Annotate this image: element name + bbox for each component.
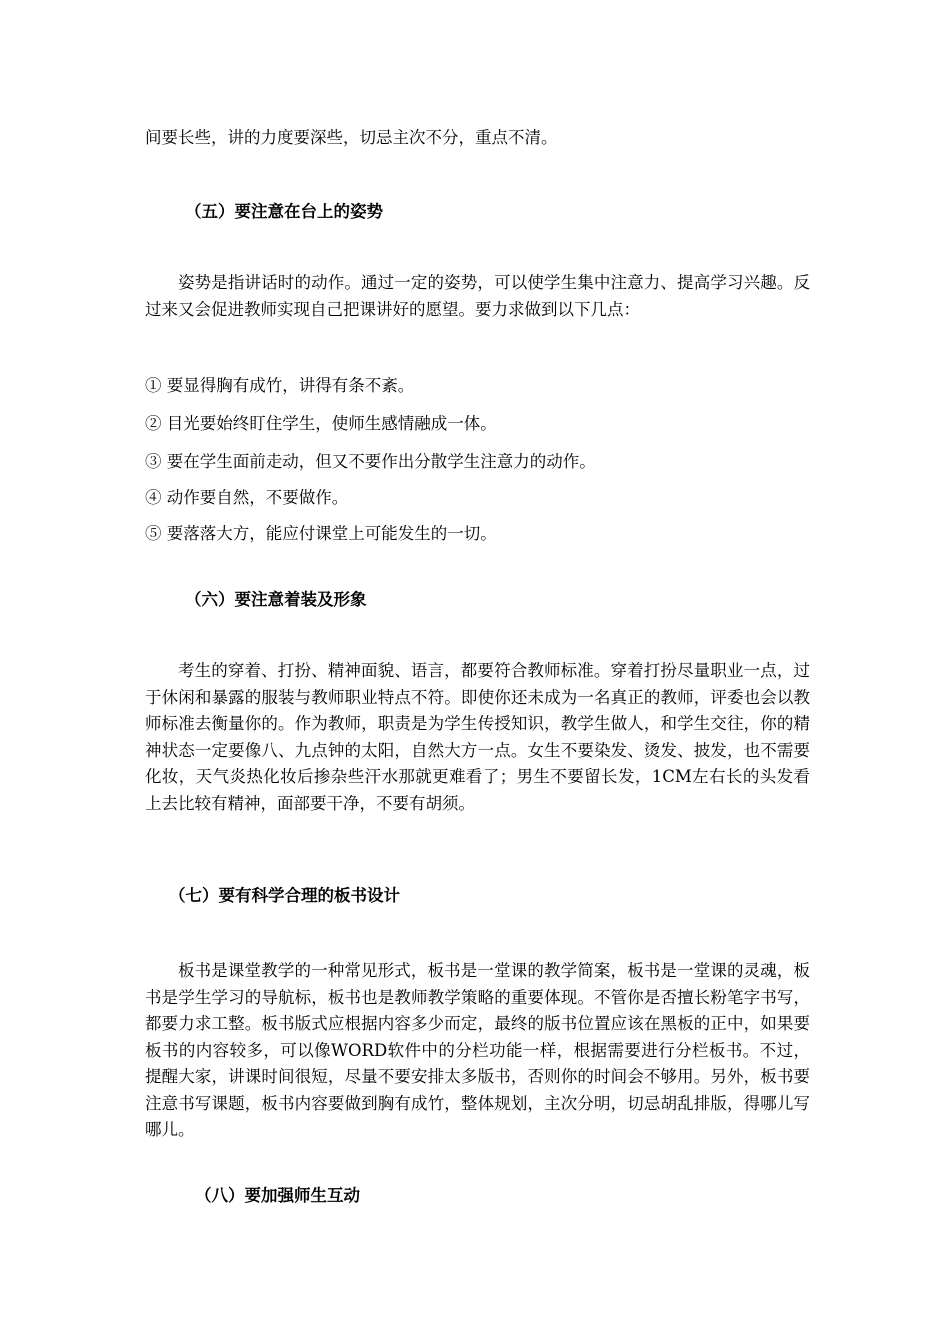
section-5-paragraph: 姿势是指讲话时的动作。通过一定的姿势，可以使学生集中注意力、提高学习兴趣。反过来又会促进教师实现自己把课讲好的愿望。要力求做到以下几点： <box>145 273 810 319</box>
list-item: ④ 动作要自然，不要做作。 <box>145 488 349 507</box>
list-item: ① 要显得胸有成竹，讲得有条不紊。 <box>145 376 415 395</box>
section-6-paragraph: 考生的穿着、打扮、精神面貌、语言，都要符合教师标准。穿着打扮尽量职业一点，过于休闲和暴露的服装与教师职业特点不符。即使你还未成为一名真正的教师，评委也会以教师标准去衡量你的。作为教师，职责是为学生传授知识，教学生做人，和学生交往，你的精神状态一定要像八、九点钟的太阳，自然大方一点。女生不要染发、烫发、披发，也不需要化妆，天气炎热化妆后掺杂些汗水那就更难看了；男生不要留长发，1CM左右长的头发看上去比较有精神，面部要干净，不要有胡须。 <box>145 661 810 813</box>
section-7-paragraph: 板书是课堂教学的一种常见形式，板书是一堂课的教学简案，板书是一堂课的灵魂，板书是学生学习的导航标，板书也是教师教学策略的重要体现。不管你是否擅长粉笔字书写，都要力求工整。板书版式应根据内容多少而定，最终的版书位置应该在黑板的正中，如果要板书的内容较多，可以像WORD软件中的分栏功能一样，根据需要进行分栏板书。不过，提醒大家，讲课时间很短，尽量不要安排太多版书，否则你的时间会不够用。另外，板书要注意书写课题，板书内容要做到胸有成竹，整体规划，主次分明，切忌胡乱排版，得哪儿写哪儿。 <box>145 961 810 1139</box>
section-6-heading: （六）要注意着装及形象 <box>185 590 367 609</box>
section-7-heading: （七）要有科学合理的板书设计 <box>169 886 400 905</box>
section-5-heading: （五）要注意在台上的姿势 <box>185 202 383 221</box>
list-item: ② 目光要始终盯住学生，使师生感情融成一体。 <box>145 414 497 433</box>
intro-line: 间要长些，讲的力度要深些，切忌主次不分，重点不清。 <box>145 128 558 147</box>
section-8-heading: （八）要加强师生互动 <box>195 1186 360 1205</box>
list-item: ⑤ 要落落大方，能应付课堂上可能发生的一切。 <box>145 524 497 543</box>
list-item: ③ 要在学生面前走动，但又不要作出分散学生注意力的动作。 <box>145 452 596 471</box>
